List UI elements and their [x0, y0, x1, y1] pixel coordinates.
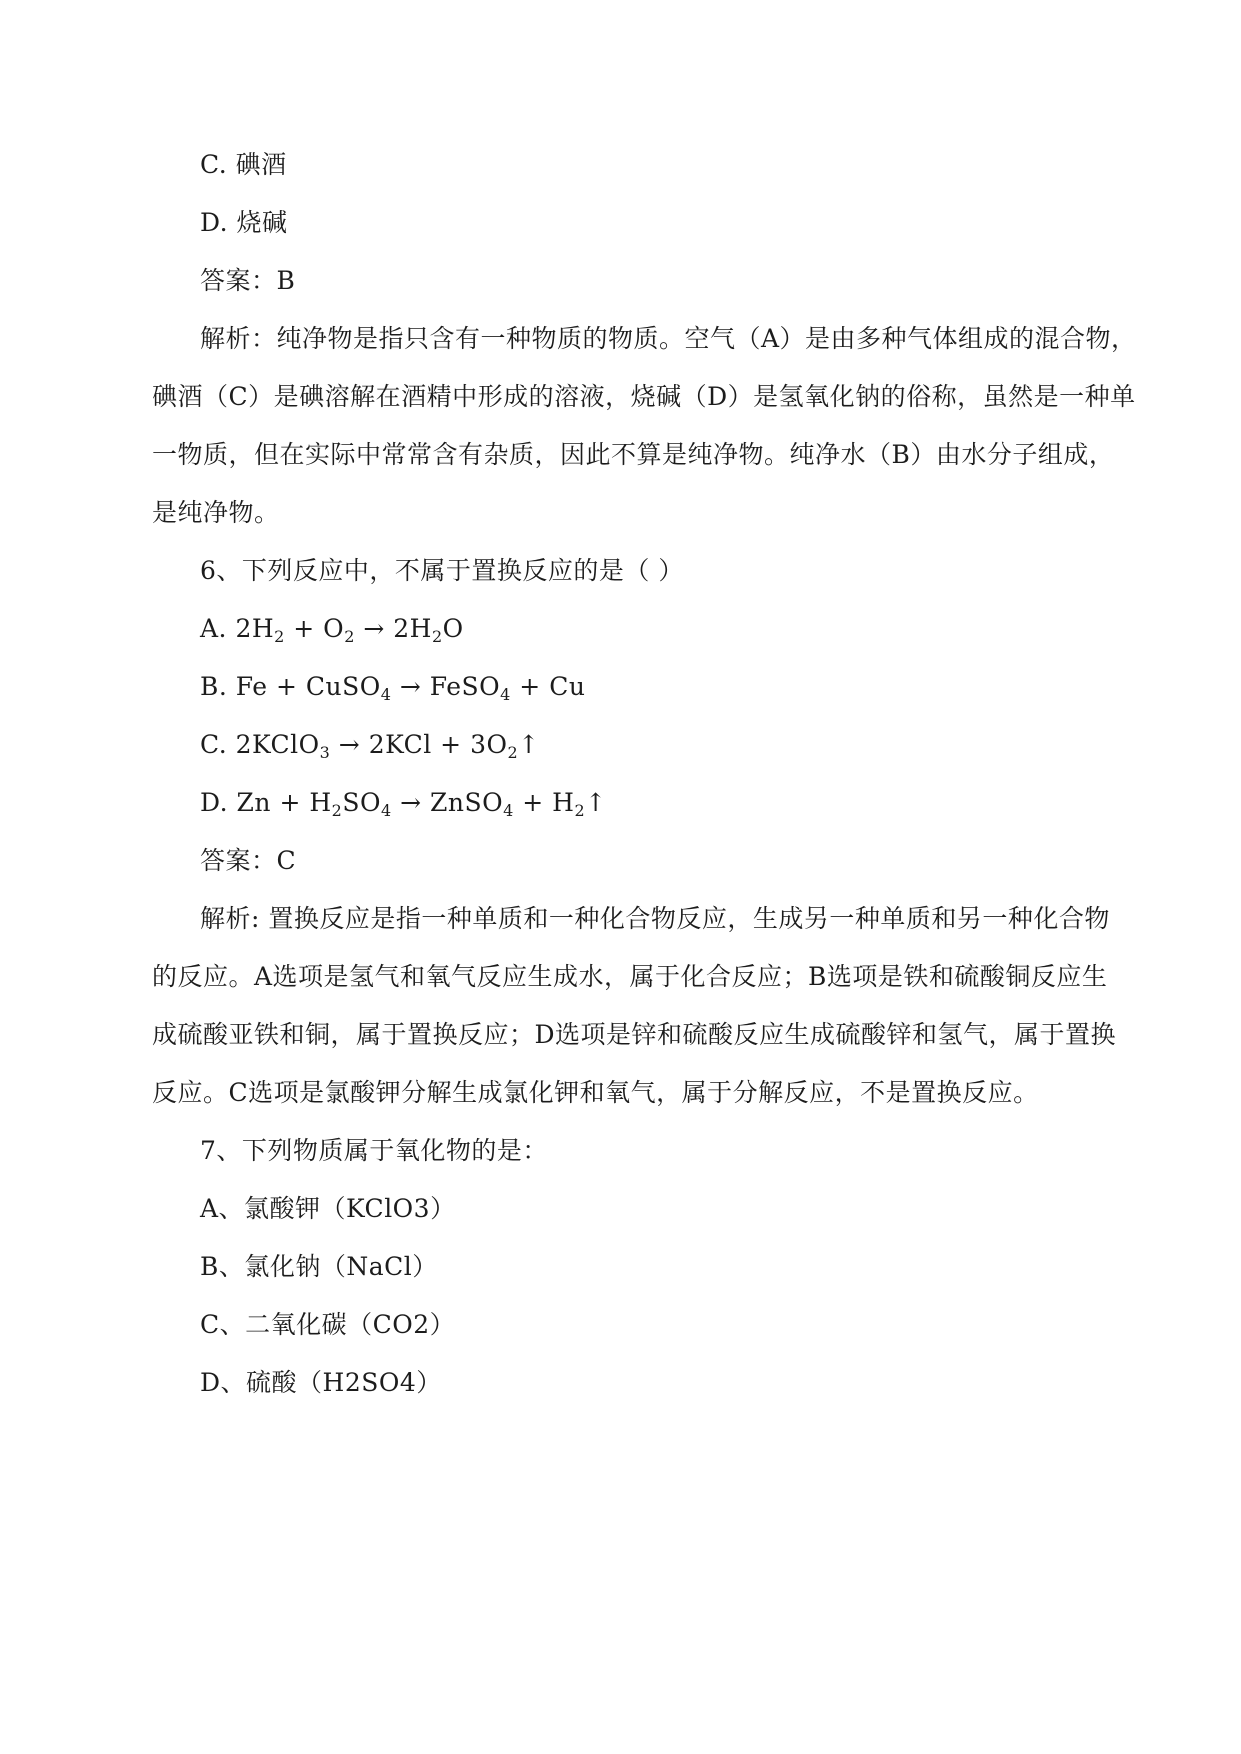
q6-analysis-line: 的反应。A选项是氢气和氧气反应生成水，属于化合反应；B选项是铁和硫酸铜反应生 [152, 962, 1108, 991]
q7-option-b: B、氯化钠（NaCl） [200, 1252, 438, 1281]
q5-analysis-line: 碘酒（C）是碘溶解在酒精中形成的溶液，烧碱（D）是氢氧化钠的俗称，虽然是一种单 [152, 382, 1136, 411]
q6-question: 6、下列反应中，不属于置换反应的是（ ） [200, 556, 684, 585]
q5-option-c: C. 碘酒 [200, 150, 287, 179]
q5-option-d: D. 烧碱 [200, 208, 288, 237]
q6-analysis-line: 成硫酸亚铁和铜，属于置换反应；D选项是锌和硫酸反应生成硫酸锌和氢气，属于置换 [152, 1020, 1117, 1049]
q6-analysis-line: 解析: 置换反应是指一种单质和一种化合物反应，生成另一种单质和另一种化合物 [200, 904, 1110, 933]
q6-option-d: D. $Zn + H_2SO_4$ → ZnSO$_4$ + $H_2↑$ [200, 788, 607, 820]
q7-question: 7、下列物质属于氧化物的是： [200, 1136, 548, 1165]
q7-option-c: C、二氧化碳（CO2） [200, 1310, 456, 1339]
q5-analysis-line: 是纯净物。 [152, 498, 280, 527]
q5-analysis-line: 一物质，但在实际中常常含有杂质，因此不算是纯净物。纯净水（B）由水分子组成， [152, 440, 1115, 469]
q6-option-b: B. Fe + CuSO$_4$ → FeSO$_4$ + Cu [200, 672, 586, 704]
q6-answer: 答案：C [200, 846, 297, 875]
q6-option-c: C. 2KClO$_3$ → $2KCl + 3O_2↑$ [200, 730, 540, 762]
q7-option-a: A、氯酸钾（KClO3） [200, 1194, 456, 1223]
q6-option-a: A. $2H_2 + O_2 \to 2H_2O$ [200, 614, 464, 646]
q5-answer: 答案：B [200, 266, 296, 295]
q5-analysis-line: 解析：纯净物是指只含有一种物质的物质。空气（A）是由多种气体组成的混合物， [200, 324, 1137, 353]
q7-option-d: D、硫酸（H2SO4） [200, 1368, 442, 1397]
q6-analysis-line: 反应。C选项是氯酸钾分解生成氯化钾和氧气，属于分解反应，不是置换反应。 [152, 1078, 1039, 1107]
